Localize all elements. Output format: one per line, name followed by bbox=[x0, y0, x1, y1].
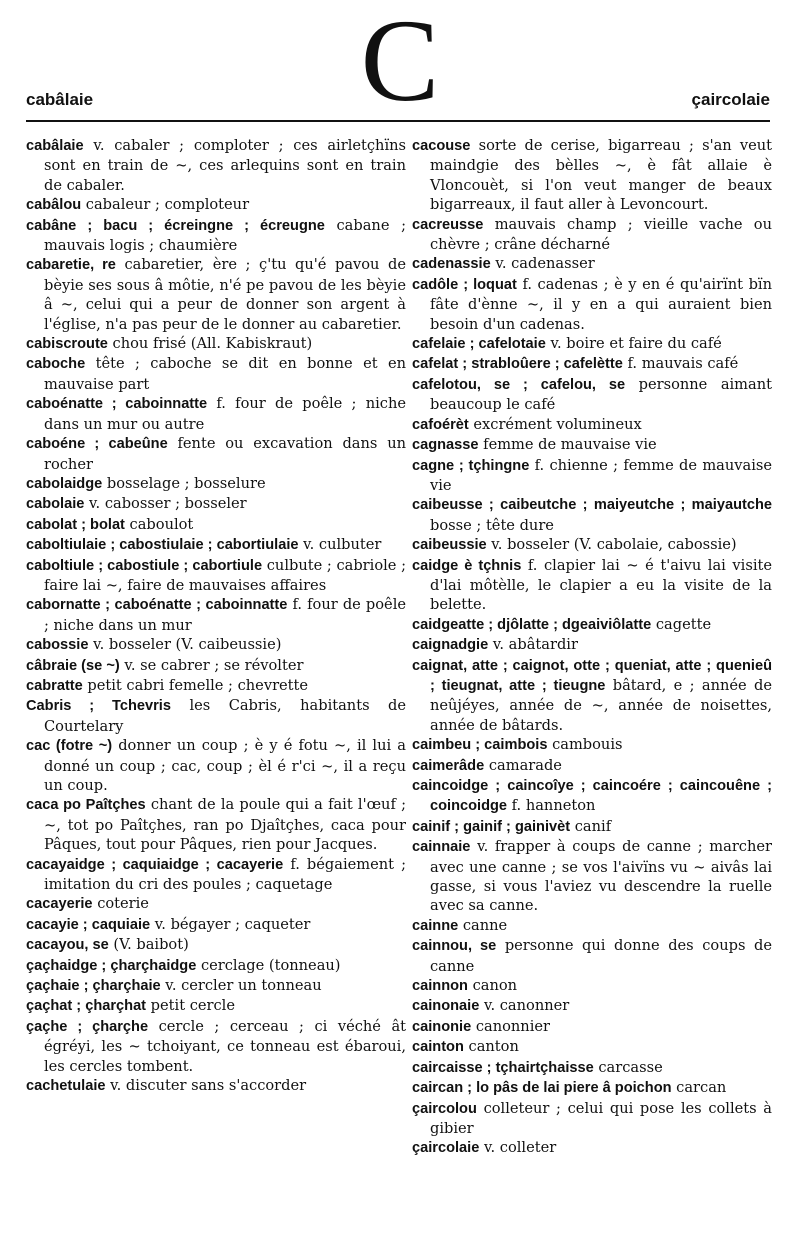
entry-headword: cabiscroute bbox=[26, 336, 108, 353]
entry-headword: cabolaidge bbox=[26, 475, 103, 492]
entry-definition: canton bbox=[463, 1038, 519, 1056]
entry-headword: caboche bbox=[26, 356, 86, 373]
entry-definition: cabane ; mauvais logis ; chaumière bbox=[44, 216, 406, 255]
entry-headword: cabaretie, re bbox=[26, 257, 116, 274]
entry-headword: caimerâde bbox=[412, 757, 485, 774]
entry-definition: (V. baibot) bbox=[108, 936, 189, 954]
dictionary-entry bbox=[412, 837, 772, 916]
dictionary-entry bbox=[412, 756, 772, 776]
entry-definition: f. chienne ; femme de mauvaise vie bbox=[430, 456, 773, 494]
dictionary-entry bbox=[412, 1099, 772, 1139]
entry-headword: çaçhaidge ; çharçhaidge bbox=[26, 957, 197, 974]
entry-headword: caignadgie bbox=[412, 637, 489, 654]
entry-headword: caboltiule ; cabostiule ; cabortiule bbox=[26, 557, 263, 574]
dictionary-entry bbox=[412, 996, 772, 1016]
entry-definition: canon bbox=[467, 977, 518, 995]
entry-definition: cabaretier, ère ; ç'tu qu'é pavou de bèyie ses sous â môtie, n'é pe pavou de les bèyie â ~, celui qui a peur de donner son argent à l'église, n'a pas peur de le donner au cabaretier. bbox=[44, 256, 406, 333]
entry-definition: f. four de poêle ; niche dans un mur bbox=[44, 596, 406, 634]
entry-definition: petit cabri femelle ; chevrette bbox=[82, 676, 309, 694]
dictionary-entry bbox=[412, 556, 772, 615]
dictionary-entry bbox=[26, 354, 406, 394]
entry-definition: cercle ; cerceau ; ci véché ât égréyi, les ~ tchoiyant, ce tonneau est ébaroui, les cercles tombent. bbox=[44, 1017, 407, 1075]
entry-definition: v. cabaler ; comploter ; ces airletçhïns sont en train de ~, ces arlequins sont en train de cabaler. bbox=[44, 137, 406, 194]
entry-headword: caboéne ; cabeûne bbox=[26, 436, 168, 453]
dictionary-entry bbox=[412, 615, 772, 635]
entry-headword: câbraie (se ~) bbox=[26, 657, 120, 674]
entry-definition: v. discuter sans s'accorder bbox=[105, 1077, 307, 1095]
entry-definition: v. cabosser ; bosseler bbox=[84, 495, 247, 513]
entry-definition: bâtard, e ; année de neûjéyes, année de ~, année de noisettes, année de bâtards. bbox=[430, 676, 772, 734]
entry-headword: cainne bbox=[412, 917, 459, 934]
entry-headword: çaçhaie ; çharçhaie bbox=[26, 978, 161, 995]
section-letter: C bbox=[360, 0, 440, 126]
dictionary-entry bbox=[26, 255, 406, 334]
dictionary-entry bbox=[26, 935, 406, 955]
entry-definition: culbute ; cabriole ; faire lai ~, faire de mauvaises affaires bbox=[44, 556, 406, 594]
dictionary-entry bbox=[412, 936, 772, 976]
dictionary-entry bbox=[26, 474, 406, 494]
entry-definition: chant de la poule qui a fait l'œuf ; ~, tot po Paîtçhes, ran po Djaîtçhes, caca pour Pâques, tout pour Pâques, rien pour Jacques. bbox=[44, 796, 406, 854]
entry-definition: v. se cabrer ; se révolter bbox=[119, 656, 304, 674]
entry-definition: caboulot bbox=[124, 515, 194, 533]
dictionary-entry bbox=[26, 656, 406, 676]
dictionary-entry bbox=[26, 195, 406, 215]
dictionary-entry bbox=[412, 435, 772, 455]
dictionary-entry bbox=[26, 996, 406, 1016]
entry-headword: cafelotou, se ; cafelou, se bbox=[412, 376, 626, 393]
entry-headword: cacouse bbox=[412, 138, 471, 154]
right-column bbox=[412, 136, 772, 1159]
dictionary-entry bbox=[412, 254, 772, 274]
left-column bbox=[26, 136, 406, 1097]
entry-headword: cadôle ; loquat bbox=[412, 276, 517, 293]
dictionary-entry bbox=[412, 976, 772, 996]
dictionary-entry bbox=[412, 334, 772, 354]
entry-definition: v. bosseler (V. caibeussie) bbox=[88, 636, 282, 654]
entry-headword: çaçhat ; çharçhat bbox=[26, 998, 147, 1015]
entry-headword: cacreusse bbox=[412, 216, 484, 233]
dictionary-entry bbox=[412, 1037, 772, 1057]
entry-headword: cacayaidge ; caquiaidge ; cacayerie bbox=[26, 856, 284, 873]
dictionary-entry bbox=[412, 215, 772, 255]
entry-definition: v. bosseler (V. cabolaie, cabossie) bbox=[486, 536, 737, 554]
dictionary-entry bbox=[412, 776, 772, 817]
entry-headword: cabornatte ; caboénatte ; caboinnatte bbox=[26, 597, 288, 614]
entry-definition: bosselage ; bosselure bbox=[102, 474, 266, 492]
entry-definition: tête ; caboche se dit en bonne et en mauvaise part bbox=[44, 355, 406, 393]
entry-definition: cerclage (tonneau) bbox=[196, 956, 341, 974]
entry-headword: cainton bbox=[412, 1039, 464, 1056]
dictionary-entry bbox=[26, 855, 406, 895]
entry-definition: v. cercler un tonneau bbox=[160, 977, 322, 995]
entry-definition: personne qui donne des coups de canne bbox=[430, 937, 772, 975]
entry-headword: cabratte bbox=[26, 677, 83, 694]
dictionary-entry bbox=[412, 735, 772, 755]
dictionary-entry bbox=[26, 676, 406, 696]
entry-headword: cainnaie bbox=[412, 839, 471, 856]
entry-definition: personne aimant beaucoup le café bbox=[430, 375, 772, 414]
entry-definition: carcan bbox=[671, 1079, 727, 1097]
entry-headword: cabossie bbox=[26, 637, 89, 654]
dictionary-entry bbox=[26, 494, 406, 514]
entry-headword: cainif ; gainif ; gainivèt bbox=[412, 818, 571, 835]
dictionary-entry bbox=[412, 415, 772, 435]
entry-definition: chou frisé (All. Kabiskraut) bbox=[107, 335, 313, 353]
entry-definition: sorte de cerise, bigarreau ; s'an veut maindgie des bèlles ~, è fât allaie è Vloncouèt, si l'on veut manger de beaux bigarreaux, il faut aller à Levoncourt. bbox=[430, 137, 772, 214]
entry-definition: canif bbox=[570, 817, 612, 835]
entry-definition: canonnier bbox=[471, 1017, 550, 1035]
entry-headword: çaçhe ; çharçhe bbox=[26, 1018, 149, 1035]
entry-definition: les Cabris, habitants de Courtelary bbox=[44, 697, 406, 735]
dictionary-entry bbox=[26, 216, 406, 256]
entry-definition: v. bégayer ; caqueter bbox=[150, 915, 311, 933]
entry-definition: v. canonner bbox=[479, 997, 570, 1015]
entry-definition: femme de mauvaise vie bbox=[478, 436, 657, 454]
entry-headword: cabolaie bbox=[26, 496, 85, 513]
entry-headword: caignat, atte ; caignot, otte ; queniat, atte ; quenieû ; tieugnat, atte ; tieugne bbox=[412, 657, 772, 694]
entry-headword: cabâlou bbox=[26, 197, 82, 214]
entry-headword: çaircolou bbox=[412, 1100, 477, 1117]
entry-definition: excrément volumineux bbox=[468, 415, 642, 433]
entry-headword: caboltiulaie ; cabostiulaie ; cabortiulaie bbox=[26, 537, 299, 554]
entry-headword: cacayou, se bbox=[26, 937, 109, 954]
entry-definition: f. four de poêle ; niche dans un mur ou autre bbox=[44, 395, 407, 433]
entry-headword: caincoidge ; caincoîye ; caincoére ; caincouêne ; coincoidge bbox=[412, 778, 772, 815]
entry-headword: caidge è tçhnis bbox=[412, 557, 522, 574]
entry-definition: f. cadenas ; è y en é qu'airïnt bïn fâte d'ènne ~, il y en a qui auraient bien besoin d'un cadenas. bbox=[430, 275, 772, 333]
entry-headword: cainnou, se bbox=[412, 938, 497, 955]
entry-definition: petit cercle bbox=[146, 997, 235, 1015]
dictionary-entry bbox=[26, 894, 406, 914]
entry-headword: cabâlaie bbox=[26, 138, 84, 154]
dictionary-entry bbox=[26, 635, 406, 655]
dictionary-entry bbox=[412, 656, 772, 736]
entry-definition: camarade bbox=[484, 756, 562, 774]
dictionary-entry bbox=[412, 456, 772, 496]
entry-headword: cadenassie bbox=[412, 256, 491, 273]
entry-definition: coterie bbox=[92, 895, 149, 913]
dictionary-entry bbox=[412, 1058, 772, 1078]
dictionary-entry bbox=[26, 1017, 406, 1076]
entry-definition: carcasse bbox=[593, 1058, 663, 1076]
dictionary-entry bbox=[412, 275, 772, 334]
entry-headword: çaircolaie bbox=[412, 1140, 480, 1157]
dictionary-entry bbox=[412, 354, 772, 374]
dictionary-entry bbox=[26, 434, 406, 474]
entry-definition: v. cadenasser bbox=[490, 255, 595, 273]
entry-headword: cainonie bbox=[412, 1018, 472, 1035]
entry-definition: f. bégaiement ; imitation du cri des poules ; caquetage bbox=[44, 855, 407, 894]
dictionary-entry bbox=[412, 375, 772, 415]
dictionary-entry bbox=[26, 136, 406, 195]
entry-definition: cagette bbox=[651, 615, 712, 633]
entry-headword: cacayie ; caquiaie bbox=[26, 916, 151, 933]
entry-definition: v. culbuter bbox=[298, 536, 382, 554]
entry-definition: f. mauvais café bbox=[622, 355, 739, 373]
entry-headword: cabolat ; bolat bbox=[26, 516, 125, 533]
dictionary-entry bbox=[26, 736, 406, 795]
entry-headword: caboénatte ; caboinnatte bbox=[26, 396, 208, 413]
entry-headword: cainonaie bbox=[412, 998, 480, 1015]
entry-definition: colleteur ; celui qui pose les collets à gibier bbox=[430, 1099, 772, 1137]
entry-headword: caircan ; lo pâs de lai piere â poichon bbox=[412, 1080, 672, 1097]
entry-headword: cafelat ; strabloûere ; cafelètte bbox=[412, 356, 623, 373]
dictionary-entry bbox=[412, 916, 772, 936]
entry-headword: cagnasse bbox=[412, 437, 479, 454]
entry-definition: canne bbox=[458, 916, 508, 934]
dictionary-entry bbox=[412, 635, 772, 655]
entry-definition: f. clapier lai ~ é t'aivu lai visite d'lai môtèlle, le clapier a eu la visite de la belette. bbox=[430, 556, 772, 614]
entry-definition: cabaleur ; comploteur bbox=[81, 196, 250, 214]
dictionary-entry bbox=[26, 956, 406, 976]
dictionary-entry bbox=[412, 817, 772, 837]
dictionary-entry bbox=[26, 556, 406, 596]
dictionary-entry bbox=[412, 1078, 772, 1098]
dictionary-entry bbox=[26, 595, 406, 635]
entry-headword: caca po Paîtçhes bbox=[26, 797, 146, 814]
dictionary-entry bbox=[26, 976, 406, 996]
guide-word-right: çaircolaie bbox=[691, 90, 770, 109]
entry-headword: cainnon bbox=[412, 978, 468, 995]
entry-headword: cagne ; tçhingne bbox=[412, 457, 530, 474]
dictionary-entry bbox=[26, 915, 406, 935]
entry-headword: caidgeatte ; djôlatte ; dgeaiviôlatte bbox=[412, 616, 652, 633]
entry-headword: cafelaie ; cafelotaie bbox=[412, 336, 546, 353]
entry-definition: v. abâtardir bbox=[488, 636, 578, 654]
entry-headword: caircaisse ; tçhairtçhaisse bbox=[412, 1059, 594, 1076]
entry-definition: v. frapper à coups de canne ; marcher avec une canne ; se vos l'aivïns vu ~ aivâs lai gasse, si vous l'aviez vu descendre la ruelle avec sa canne. bbox=[430, 838, 772, 915]
dictionary-entry bbox=[412, 1017, 772, 1037]
dictionary-entry bbox=[26, 535, 406, 555]
entry-headword: cac (fotre ~) bbox=[26, 738, 113, 755]
entry-definition: f. hanneton bbox=[507, 797, 596, 815]
entry-definition: v. boire et faire du café bbox=[545, 335, 722, 353]
entry-definition: cambouis bbox=[547, 736, 623, 754]
header-rule bbox=[26, 120, 770, 122]
dictionary-entry bbox=[26, 1076, 406, 1096]
entry-headword: cacayerie bbox=[26, 896, 93, 913]
dictionary-entry bbox=[26, 696, 406, 736]
entry-headword: Cabris ; Tchevris bbox=[26, 698, 171, 715]
entry-headword: caibeussie bbox=[412, 537, 487, 554]
guide-word-left: cabâlaie bbox=[26, 90, 94, 109]
dictionary-entry bbox=[412, 1138, 772, 1158]
dictionary-entry bbox=[412, 535, 772, 555]
entry-definition: mauvais champ ; vieille vache ou chèvre ; crâne décharné bbox=[430, 215, 772, 254]
dictionary-entry bbox=[26, 334, 406, 354]
entry-definition: donner un coup ; è y é fotu ~, il lui a donné un coup ; cac, coup ; èl é r'ci ~, il a reçu un coup. bbox=[44, 737, 406, 794]
dictionary-entry bbox=[412, 136, 772, 215]
entry-headword: caibeusse ; caibeutche ; maiyeutche ; maiyautche bbox=[412, 497, 772, 514]
entry-headword: caimbeu ; caimbois bbox=[412, 737, 548, 754]
entry-headword: cachetulaie bbox=[26, 1078, 106, 1095]
entry-definition: fente ou excavation dans un rocher bbox=[44, 435, 406, 473]
entry-definition: v. colleter bbox=[479, 1139, 557, 1157]
dictionary-entry bbox=[26, 394, 406, 434]
dictionary-entry bbox=[412, 495, 772, 535]
dictionary-entry bbox=[26, 795, 406, 854]
entry-definition: bosse ; tête dure bbox=[430, 516, 554, 534]
entry-headword: cabâne ; bacu ; écreingne ; écreugne bbox=[26, 217, 325, 234]
dictionary-entry bbox=[26, 515, 406, 535]
entry-headword: cafoérèt bbox=[412, 416, 469, 433]
